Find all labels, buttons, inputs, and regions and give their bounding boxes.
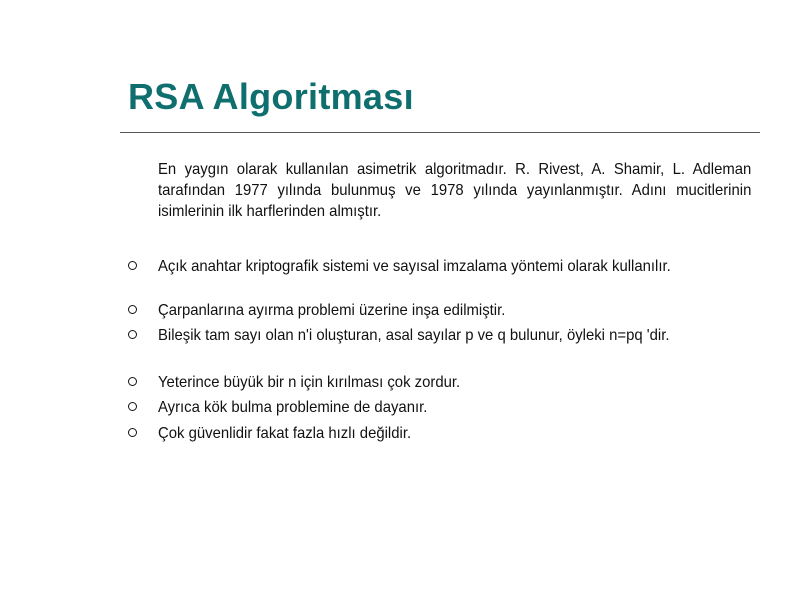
bullet-text: Yeterince büyük bir n için kırılması çok zordur. xyxy=(158,374,461,391)
hollow-circle-icon xyxy=(128,377,137,386)
bullet-text: Açık anahtar kriptografik sistemi ve sayısal imzalama yöntemi olarak kullanılır. xyxy=(158,258,671,275)
hollow-circle-icon xyxy=(128,330,137,339)
bullet-text: Çok güvenlidir fakat fazla hızlı değildir. xyxy=(158,425,412,442)
slide-title: RSA Algoritması xyxy=(128,76,414,117)
hollow-circle-icon xyxy=(128,428,137,437)
hollow-circle-icon xyxy=(128,261,137,270)
bullet-text: Bileşik tam sayı olan n'i oluşturan, asal sayılar p ve q bulunur, öyleki n=pq 'dir. xyxy=(158,327,670,344)
bullet-text: Çarpanlarına ayırma problemi üzerine inşa edilmiştir. xyxy=(158,302,506,319)
intro-paragraph: En yaygın olarak kullanılan asimetrik algoritmadır. R. Rivest, A. Shamir, L. Adleman tarafından 1977 yılında bulunmuş ve 1978 yılında yayınlanmıştır. Adını mucitlerinin isimlerinin ilk harflerinden almıştır. xyxy=(158,161,752,220)
hollow-circle-icon xyxy=(128,402,137,411)
bullet-text: Ayrıca kök bulma problemine de dayanır. xyxy=(158,399,428,416)
hollow-circle-icon xyxy=(128,305,137,314)
